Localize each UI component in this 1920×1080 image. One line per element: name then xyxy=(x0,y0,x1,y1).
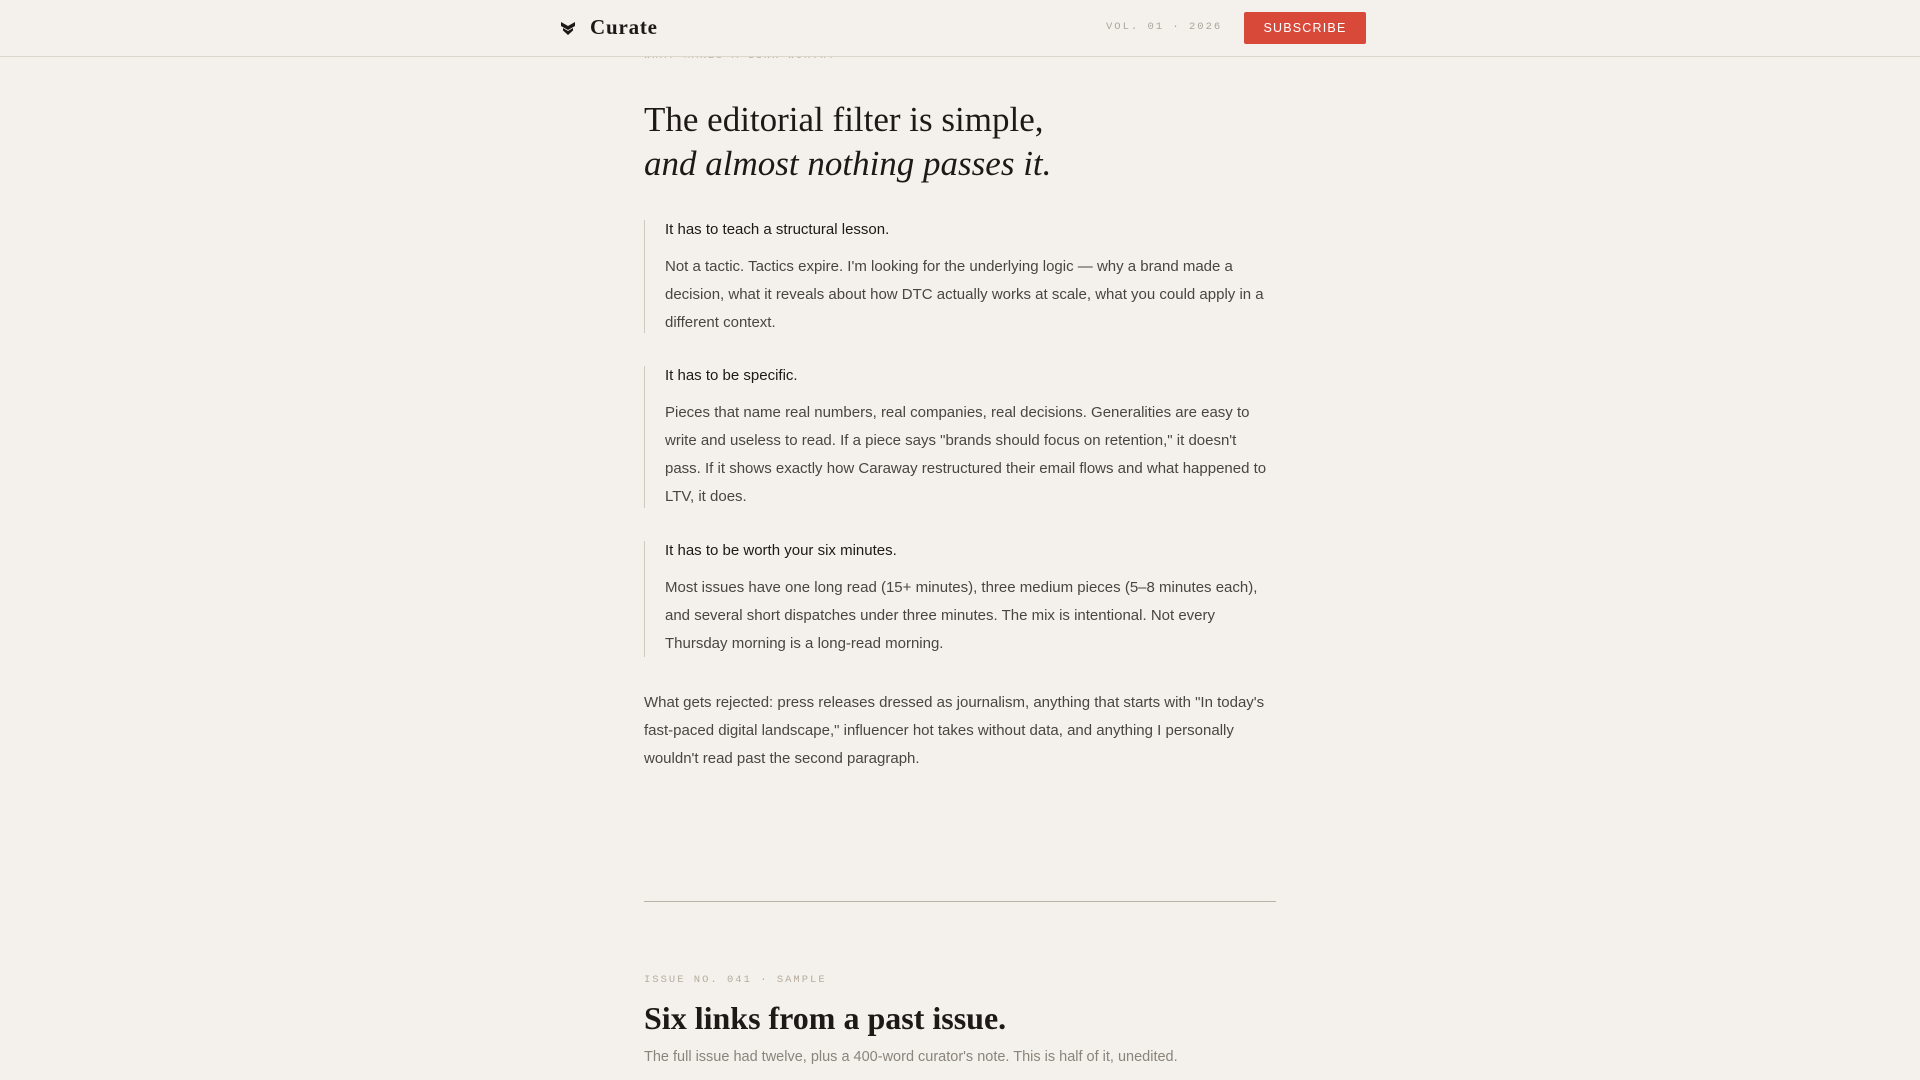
brand-name: Curate xyxy=(590,15,658,39)
section-headline xyxy=(644,98,1051,186)
criterion-body: Not a tactic. Tactics expire. I'm looking for the underlying logic — why a brand made a decision, what it reveals about how DTC actually works at scale, what you could apply in a different context. xyxy=(665,258,1264,331)
criterion-block xyxy=(644,220,1276,333)
criterion-title: It has to be specific. xyxy=(665,367,798,384)
issue-subtitle: The full issue had twelve, plus a 400-word curator's note. This is half of it, unedited. xyxy=(644,1049,1178,1065)
headline-line-2: and almost nothing passes it. xyxy=(644,144,1052,183)
criterion-body: Most issues have one long read (15+ minutes), three medium pieces (5–8 minutes each), and several short dispatches under three minutes. The mix is intentional. Not every Thursday morning is a long-read morning. xyxy=(665,579,1258,652)
top-navigation-bar xyxy=(0,0,1920,57)
volume-label: VOL. 01 · 2026 xyxy=(1106,21,1223,33)
section-divider xyxy=(644,901,1276,902)
criterion-body: Pieces that name real numbers, real companies, real decisions. Generalities are easy to write and useless to read. If a piece says "brands should focus on retention," it doesn't pass. If it shows exactly how Caraway restructured their email flows and what happened to LTV, it does. xyxy=(665,404,1267,505)
subscribe-button[interactable]: SUBSCRIBE xyxy=(1244,12,1366,44)
criterion-title: It has to teach a structural lesson. xyxy=(665,221,890,238)
issue-label: ISSUE NO. 041 · SAMPLE xyxy=(644,974,827,986)
criterion-block xyxy=(644,366,1276,508)
issue-title: Six links from a past issue. xyxy=(644,1000,1007,1036)
brand-logo[interactable] xyxy=(560,15,658,40)
criterion-block xyxy=(644,541,1276,657)
rejected-paragraph: What gets rejected: press releases dressed as journalism, anything that starts with "In today's fast-paced digital landscape," influencer hot takes without data, and anything I personally wouldn't read past the second paragraph. xyxy=(644,694,1265,767)
shield-chevron-icon xyxy=(560,20,576,36)
headline-line-1: The editorial filter is simple, xyxy=(644,100,1044,139)
criterion-title: It has to be worth your six minutes. xyxy=(665,542,897,559)
